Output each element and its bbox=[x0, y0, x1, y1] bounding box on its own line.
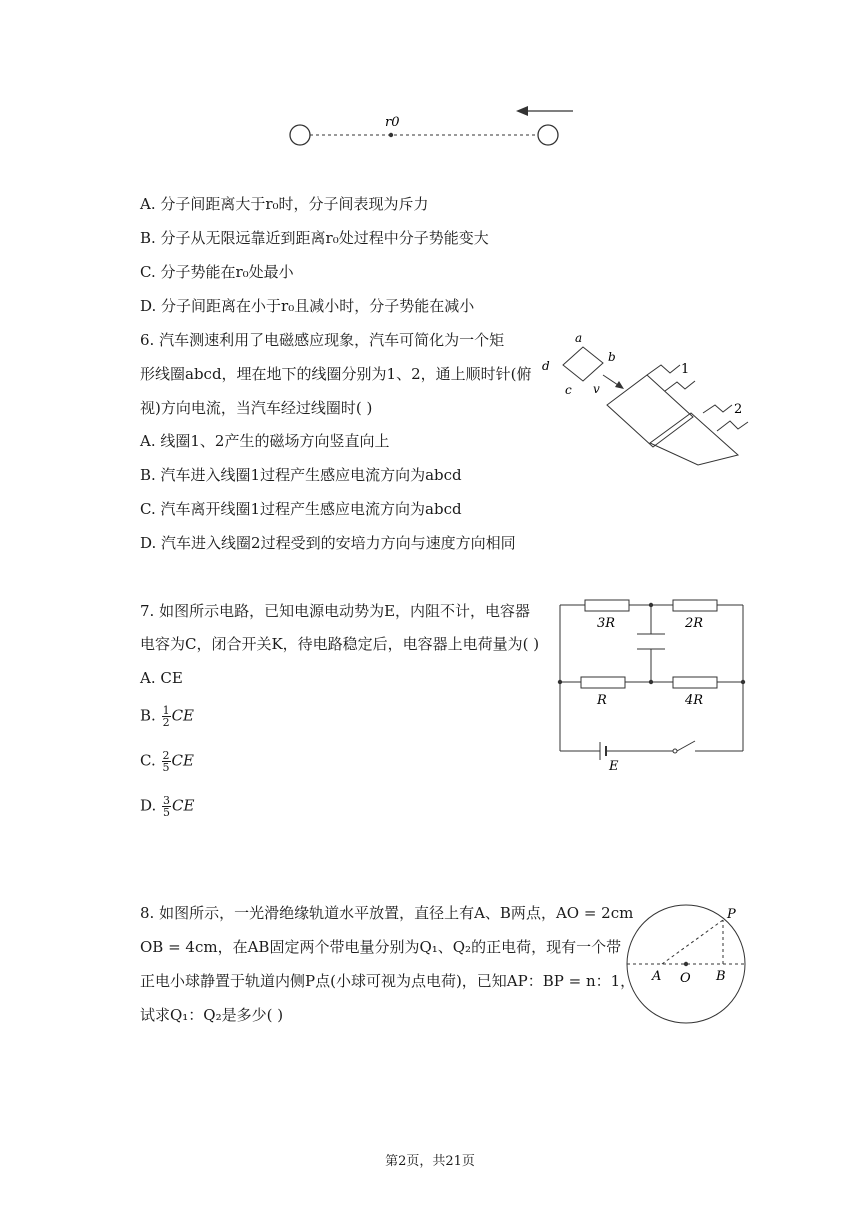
q7-option-b-fraction bbox=[162, 705, 171, 728]
line-AP bbox=[662, 920, 723, 964]
q5-option-a: A. 分子间距离大于r₀时，分子间表现为斥力 bbox=[140, 195, 429, 213]
center-O bbox=[684, 962, 688, 966]
node-right bbox=[741, 680, 745, 684]
q7-option-b-num: 1 bbox=[162, 704, 170, 717]
q5-option-c: C. 分子势能在r₀处最小 bbox=[140, 263, 294, 281]
node-left bbox=[558, 680, 562, 684]
coil-figure bbox=[535, 325, 760, 470]
label-b: b bbox=[608, 350, 616, 364]
q7-option-c-tail: CE bbox=[171, 751, 194, 770]
resistor-R bbox=[581, 677, 625, 688]
q7-option-d-den: 5 bbox=[163, 806, 171, 819]
q7-option-c-den: 5 bbox=[162, 761, 170, 774]
label-v: v bbox=[593, 382, 600, 396]
q8-stem-line-2: OB = 4cm，在AB固定两个带电量分别为Q₁、Q₂的正电荷，现有一个带 bbox=[140, 938, 622, 956]
label-c: c bbox=[565, 383, 572, 397]
circuit-figure bbox=[555, 596, 750, 776]
q7-option-b-tail: CE bbox=[171, 706, 195, 725]
q6-option-a: A. 线圈1、2产生的磁场方向竖直向上 bbox=[140, 432, 390, 450]
track-figure bbox=[624, 896, 749, 1036]
r0-label: r0 bbox=[385, 115, 400, 130]
resistor-4R bbox=[673, 677, 717, 688]
coil-2-label: 2 bbox=[734, 402, 743, 417]
q5-option-d: D. 分子间距离在小于r₀且减小时，分子势能在减小 bbox=[140, 297, 475, 315]
node-middle bbox=[649, 680, 653, 684]
label-d: d bbox=[542, 359, 550, 373]
q7-option-d-tail: CE bbox=[172, 796, 195, 815]
node-top bbox=[649, 603, 653, 607]
q7-option-c bbox=[140, 750, 194, 773]
molecule-left bbox=[290, 125, 310, 145]
q6-stem-line-3: 视)方向电流，当汽车经过线圈时( ) bbox=[140, 399, 373, 417]
q7-option-c-num: 2 bbox=[162, 749, 170, 762]
label-4R: 4R bbox=[685, 693, 704, 708]
label-3R: 3R bbox=[597, 616, 616, 631]
label-2R: 2R bbox=[685, 616, 704, 631]
q7-option-b bbox=[140, 705, 194, 728]
resistor-2R bbox=[673, 600, 717, 611]
label-R: R bbox=[597, 693, 607, 708]
q7-stem-line-1: 7. 如图所示电路，已知电源电动势为E，内阻不计，电容器 bbox=[140, 602, 531, 620]
q8-stem-line-4: 试求Q₁：Q₂是多少( ) bbox=[140, 1006, 284, 1024]
coil-1-lead bbox=[647, 365, 680, 375]
coil-1-lead-2 bbox=[665, 381, 695, 391]
resistor-3R bbox=[585, 600, 629, 611]
q6-stem-line-1: 6. 汽车测速利用了电磁感应现象，汽车可简化为一个矩 bbox=[140, 331, 505, 349]
q7-option-c-letter: C. bbox=[140, 751, 156, 770]
q7-option-d-letter: D. bbox=[140, 796, 157, 815]
label-A: A bbox=[652, 969, 662, 984]
q6-option-d: D. 汽车进入线圈2过程受到的安培力方向与速度方向相同 bbox=[140, 534, 516, 552]
label-a: a bbox=[575, 331, 583, 345]
q7-option-d-fraction bbox=[162, 795, 171, 818]
switch-contact-left bbox=[673, 749, 677, 753]
q6-option-b: B. 汽车进入线圈1过程产生感应电流方向为abcd bbox=[140, 466, 462, 484]
q7-stem-line-2: 电容为C，闭合开关K，待电路稳定后，电容器上电荷量为( ) bbox=[140, 635, 540, 653]
q7-option-b-letter: B. bbox=[140, 706, 156, 725]
car-loop bbox=[563, 347, 603, 381]
switch-lever bbox=[677, 741, 695, 751]
q8-stem-line-1: 8. 如图所示，一光滑绝缘轨道水平放置，直径上有A、B两点，AO = 2cm bbox=[140, 904, 634, 922]
velocity-arrow-head-icon bbox=[615, 381, 624, 389]
coil-2-lead-2 bbox=[717, 421, 748, 431]
q7-option-a: A. CE bbox=[140, 669, 183, 687]
q6-stem-line-2: 形线圈abcd，埋在地下的线圈分别为1、2，通上顺时针(俯 bbox=[140, 365, 532, 383]
coil-2-lead bbox=[703, 405, 732, 413]
label-E: E bbox=[609, 759, 619, 774]
q7-option-d-num: 3 bbox=[163, 794, 171, 807]
q7-option-c-fraction bbox=[162, 750, 171, 773]
q8-stem-line-3: 正电小球静置于轨道内侧P点(小球可视为点电荷)，已知AP：BP = n：1， bbox=[140, 972, 636, 990]
q6-option-c: C. 汽车离开线圈1过程产生感应电流方向为abcd bbox=[140, 500, 462, 518]
page-footer: 第2页，共21页 bbox=[385, 1154, 475, 1169]
label-B: B bbox=[716, 969, 726, 984]
label-O: O bbox=[680, 971, 691, 986]
r0-point bbox=[389, 133, 393, 137]
q5-option-b: B. 分子从无限远靠近到距离r₀处过程中分子势能变大 bbox=[140, 229, 489, 247]
molecule-figure bbox=[280, 100, 580, 155]
q7-option-b-den: 2 bbox=[162, 716, 170, 729]
coil-1-label: 1 bbox=[681, 362, 690, 377]
arrow-head-icon bbox=[516, 106, 528, 116]
q7-option-d bbox=[140, 795, 194, 818]
label-P: P bbox=[727, 907, 736, 922]
molecule-right bbox=[538, 125, 558, 145]
